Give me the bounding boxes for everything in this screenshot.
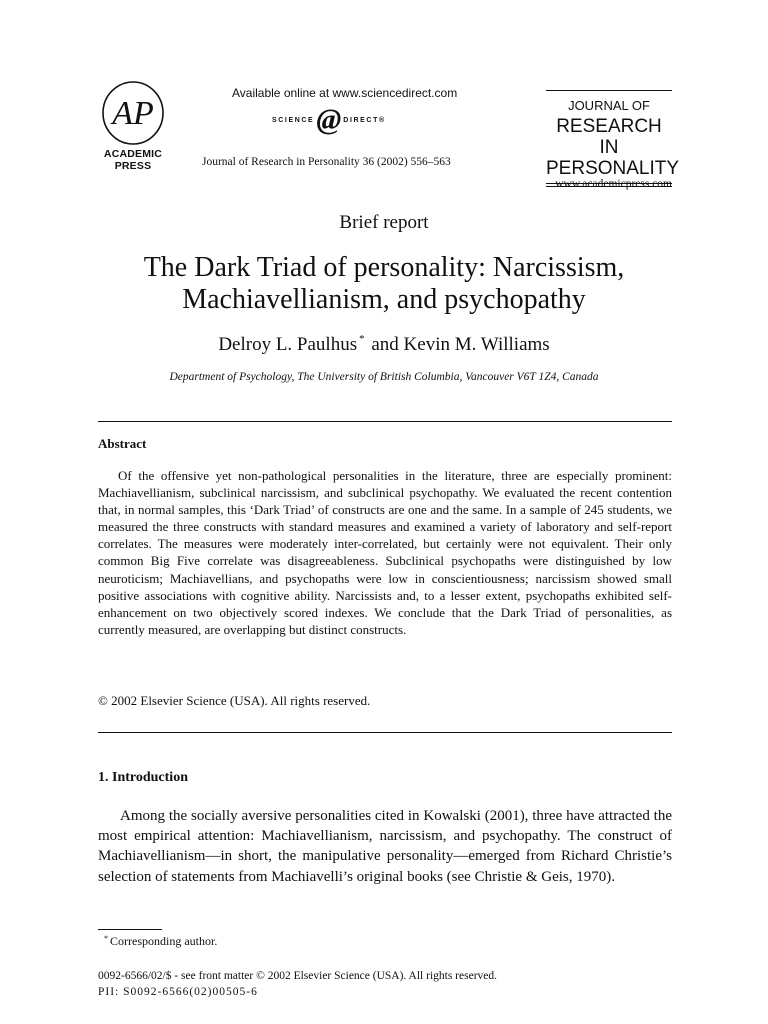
publisher-name-line1: ACADEMIC [103,148,163,160]
article-title [60,252,708,316]
introduction-heading: 1. Introduction [98,770,188,785]
introduction-body [98,806,672,887]
publisher-name [92,148,174,172]
abstract-paragraph: Of the offensive yet non-pathological personalities in the literature, three are especially prominent: Machiavellianism, subclinical narcissism, and subclinical psychopathy. We evaluated the recent contention that, in normal samples, this ‘Dark Triad’ of constructs are one and the same. In a sample of 245 students, we measured the three constructs with standard measures and examined a variety of laboratory and self-report correlates. The measures were moderately inter-correlated, but certainly were not equivalent. Their only common Big Five correlate was disagreeableness. Subclinical psychopaths were distinguished by low neuroticism; Machiavellians, and psychopaths were low in conscientiousness; narcissism showed small positive associations with cognitive ability. Narcissists and, to a lesser extent, psychopaths exhibited self-enhancement on two objectively scored indexes. We conclude that the Dark Triad of personalities, as currently measured, are overlapping but distinct constructs. [98,468,672,637]
publisher-logo-text: AP [112,95,154,132]
author-2: Kevin M. Williams [403,334,550,355]
abstract-heading: Abstract [98,436,147,451]
journal-title-box [546,90,680,187]
journal-title-line2: RESEARCH IN [556,116,662,158]
sciencedirect-logo [272,103,386,136]
footnote-rule [98,929,162,930]
footnote-text: Corresponding author. [110,934,218,948]
front-matter-line1: 0092-6566/02/$ - see front matter © 2002 Elsevier Science (USA). All rights reserved. [98,970,498,982]
journal-title-line3: PERSONALITY [546,158,680,179]
journal-url: www.academicpress.com [555,178,672,190]
footnote-mark: * [104,934,108,943]
available-online-text: Available online at www.sciencedirect.com [232,86,458,100]
publisher-name-line2: PRESS [114,160,152,172]
abstract-bottom-rule [98,732,672,733]
abstract-copyright: © 2002 Elsevier Science (USA). All rights reserved. [98,693,371,708]
front-matter [98,968,497,1000]
journal-title-line1: JOURNAL OF [568,98,650,113]
academic-press-logo-icon [100,80,166,146]
affiliation: Department of Psychology, The University of British Columbia, Vancouver V6T 1Z4, Canada [169,371,599,383]
section-type: Brief report [339,212,429,233]
front-matter-pii: PII: S0092-6566(02)00505-6 [98,986,258,998]
article-title-line1: The Dark Triad of personality: Narcissism, [143,252,625,283]
authors [0,333,768,356]
journal-box-top-rule [546,90,672,91]
author-1: Delroy L. Paulhus [218,334,358,355]
abstract-top-rule [98,421,672,422]
introduction-paragraph: Among the socially aversive personalities cited in Kowalski (2001), three have attracted the most empirical attention: Machiavellianism, narcissism, and psychopathy. The construct of Machiavellianism—in short, the manipulative personality—emerged from Richard Christie’s selection of statements from Machiavelli’s original books (see Christie & Geis, 1970). [98,808,672,885]
sciencedirect-left-text: SCIENCE [272,116,315,124]
article-title-line2: Machiavellianism, and psychopathy [182,284,586,315]
author-joiner: and [371,334,399,355]
journal-citation: Journal of Research in Personality 36 (2002) 556–563 [202,156,451,168]
corresponding-author-mark: * [359,333,365,345]
sciencedirect-right-text: DIRECT® [343,116,386,124]
abstract-body [98,467,672,638]
footnote [104,934,217,949]
sciencedirect-at-icon: @ [316,103,342,136]
